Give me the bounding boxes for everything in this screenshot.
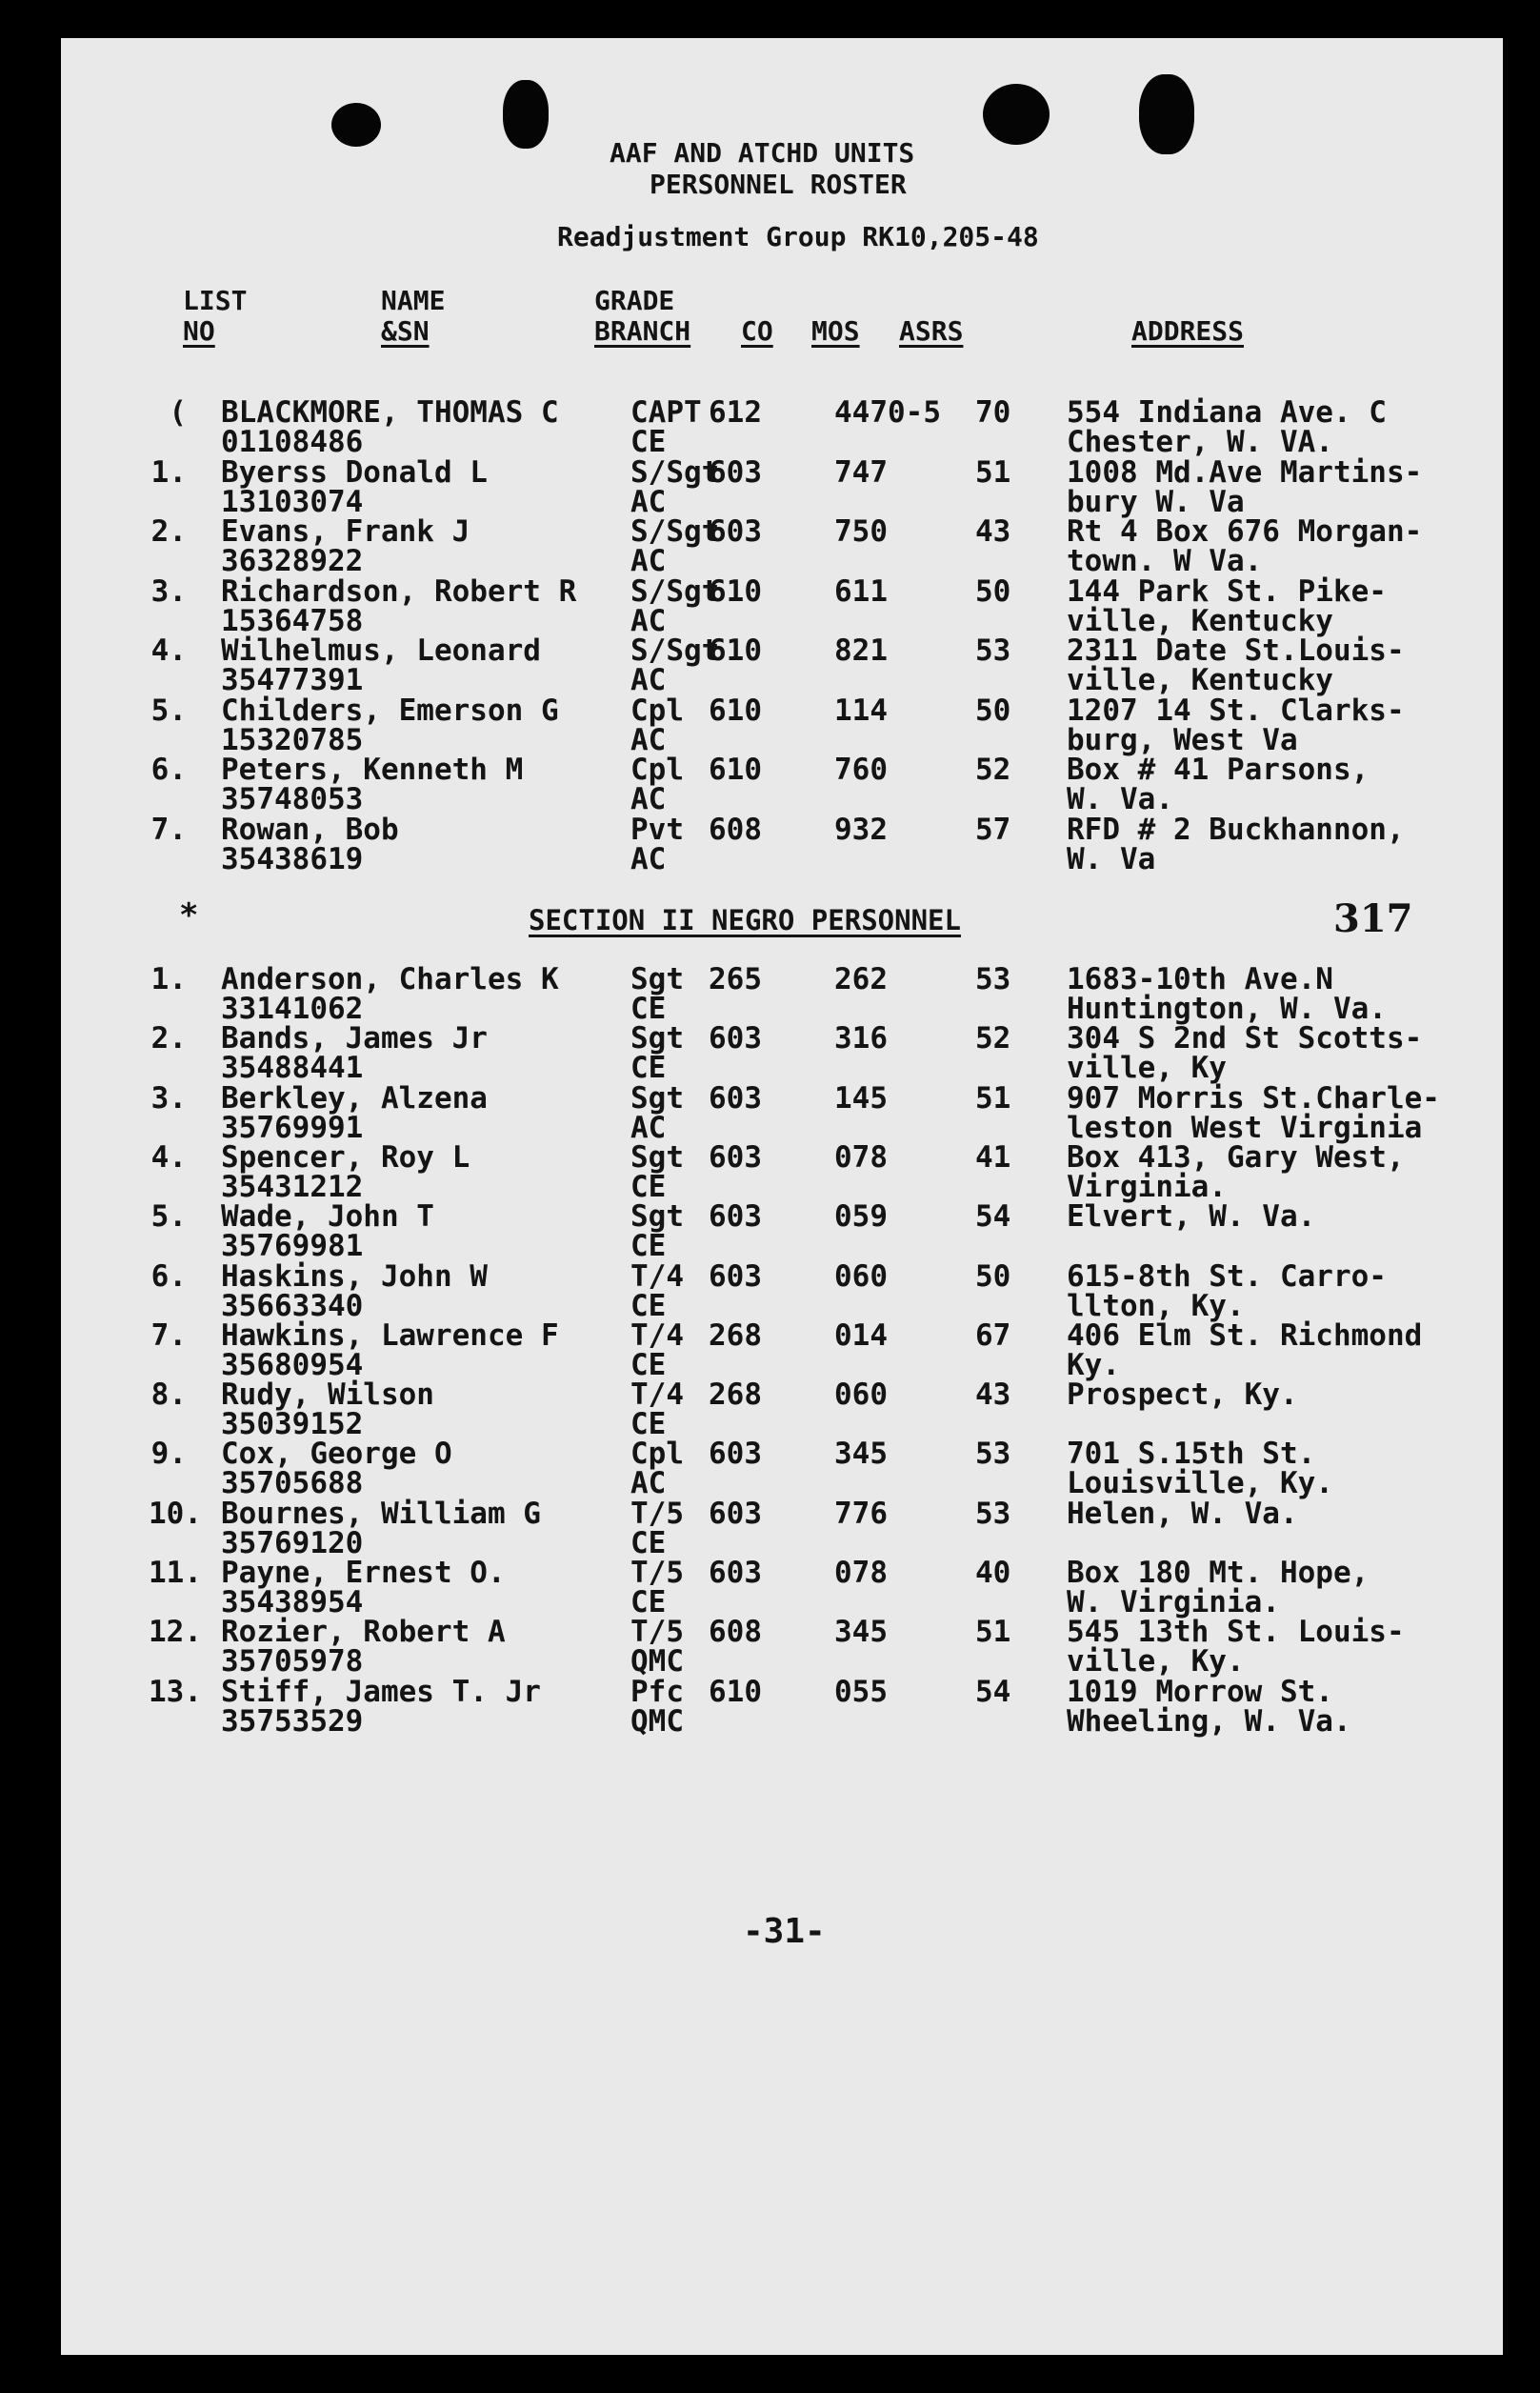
- row-branch: AC: [630, 663, 667, 697]
- row-addr1: 406 Elm St. Richmond: [1067, 1317, 1423, 1353]
- row-co: 265: [709, 962, 762, 996]
- row-co: 603: [709, 454, 762, 490]
- row-name: Payne, Ernest O.: [221, 1556, 506, 1590]
- row-co: 603: [709, 1021, 762, 1056]
- row-sn: 13103074: [221, 484, 364, 519]
- row-addr2: Huntington, W. Va.: [1067, 992, 1387, 1026]
- row-sn: 01108486: [221, 425, 364, 459]
- row-mos: 059: [834, 1199, 888, 1235]
- row-no: 4.: [150, 633, 187, 668]
- row-addr1: 1008 Md.Ave Martins-: [1067, 454, 1423, 490]
- row-asrs: 53: [975, 633, 1011, 668]
- row-asrs: 40: [975, 1556, 1011, 1590]
- row-co: 608: [709, 1615, 762, 1650]
- row-name: Byerss Donald L: [221, 454, 488, 490]
- row-sn: 35705978: [221, 1644, 364, 1679]
- row-grade: Cpl: [630, 1437, 684, 1472]
- row-co: 603: [709, 1258, 762, 1294]
- row-no: 12.: [149, 1615, 202, 1650]
- row-mos: 114: [834, 693, 888, 728]
- row-branch: CE: [630, 1347, 667, 1382]
- row-mos: 4470-5: [834, 395, 941, 430]
- row-addr2: Wheeling, W. Va.: [1067, 1703, 1351, 1739]
- row-co: 603: [709, 514, 762, 549]
- row-co: 603: [709, 1437, 762, 1472]
- col-header-asrs: ASRS: [899, 315, 964, 347]
- row-asrs: 41: [975, 1139, 1011, 1175]
- row-co: 603: [709, 1199, 762, 1235]
- row-co: 610: [709, 633, 762, 668]
- row-sn: 15320785: [221, 722, 364, 757]
- row-addr1: 701 S.15th St.: [1067, 1437, 1316, 1472]
- row-addr2: Louisville, Ky.: [1067, 1466, 1333, 1501]
- row-addr1: 554 Indiana Ave. C: [1067, 395, 1387, 430]
- row-mos: 932: [834, 812, 888, 847]
- row-sn: 35438954: [221, 1585, 364, 1619]
- row-asrs: 51: [975, 1080, 1011, 1116]
- col-header-mos: MOS: [811, 315, 860, 347]
- row-name: Rudy, Wilson: [221, 1377, 434, 1413]
- row-asrs: 52: [975, 1021, 1011, 1056]
- row-name: Richardson, Robert R: [221, 573, 577, 609]
- row-addr1: Box # 41 Parsons,: [1067, 753, 1370, 787]
- row-mos: 611: [834, 573, 888, 609]
- row-addr2: bury W. Va: [1067, 484, 1245, 519]
- row-sn: 35705688: [221, 1466, 364, 1501]
- row-branch: AC: [630, 841, 667, 876]
- row-name: Hawkins, Lawrence F: [221, 1317, 559, 1353]
- row-sn: 35431212: [221, 1169, 364, 1204]
- row-sn: 35769991: [221, 1110, 364, 1145]
- row-co: 612: [709, 395, 762, 430]
- row-no: 8.: [150, 1377, 187, 1413]
- col-header-name-1: NAME: [381, 285, 446, 316]
- row-addr2: leston West Virginia: [1067, 1110, 1423, 1145]
- row-name: BLACKMORE, THOMAS C: [221, 395, 559, 430]
- row-grade: Cpl: [630, 693, 684, 728]
- row-addr2: ville, Kentucky: [1067, 663, 1333, 697]
- row-no: 13.: [149, 1674, 202, 1709]
- section-mark: *: [179, 896, 199, 935]
- row-branch: AC: [630, 1110, 667, 1145]
- row-name: Rozier, Robert A: [221, 1615, 506, 1650]
- row-addr2: ville, Ky: [1067, 1051, 1227, 1086]
- row-grade: T/5: [630, 1615, 684, 1650]
- row-branch: CE: [630, 1169, 667, 1204]
- row-co: 608: [709, 812, 762, 847]
- row-co: 610: [709, 573, 762, 609]
- row-asrs: 51: [975, 1615, 1011, 1650]
- row-branch: QMC: [630, 1644, 684, 1679]
- punch-hole: [983, 84, 1050, 145]
- col-header-name-2: &SN: [381, 315, 430, 347]
- row-mos: 145: [834, 1080, 888, 1116]
- row-sn: 36328922: [221, 544, 364, 578]
- row-grade: T/5: [630, 1556, 684, 1590]
- row-no: 6.: [150, 1258, 187, 1294]
- row-mos: 055: [834, 1674, 888, 1709]
- row-asrs: 43: [975, 1377, 1011, 1413]
- row-sn: 35477391: [221, 663, 364, 697]
- row-asrs: 51: [975, 454, 1011, 490]
- group-line: Readjustment Group RK10,205-48: [557, 221, 1039, 252]
- col-header-list-1: LIST: [183, 285, 248, 316]
- row-addr2: town. W Va.: [1067, 544, 1263, 578]
- row-addr1: Box 180 Mt. Hope,: [1067, 1556, 1370, 1590]
- row-mos: 345: [834, 1615, 888, 1650]
- row-name: Peters, Kenneth M: [221, 753, 524, 787]
- section-heading: SECTION II NEGRO PERSONNEL: [529, 904, 961, 936]
- row-asrs: 53: [975, 962, 1011, 996]
- row-addr1: Elvert, W. Va.: [1067, 1199, 1316, 1235]
- row-asrs: 50: [975, 573, 1011, 609]
- col-header-address: ADDRESS: [1131, 315, 1245, 347]
- row-addr1: Rt 4 Box 676 Morgan-: [1067, 514, 1423, 549]
- row-mos: 776: [834, 1496, 888, 1531]
- row-no: 1.: [150, 454, 187, 490]
- row-asrs: 43: [975, 514, 1011, 549]
- row-addr2: W. Va: [1067, 841, 1156, 876]
- col-header-list-2: NO: [183, 315, 215, 347]
- col-header-branch: BRANCH: [594, 315, 691, 347]
- row-name: Bands, James Jr: [221, 1021, 488, 1056]
- row-no: 7.: [150, 1317, 187, 1353]
- row-no: 3.: [150, 1080, 187, 1116]
- row-asrs: 54: [975, 1199, 1011, 1235]
- row-no: 3.: [150, 573, 187, 609]
- punch-hole: [503, 80, 549, 149]
- row-no: (: [169, 395, 187, 430]
- row-asrs: 57: [975, 812, 1011, 847]
- row-addr2: Chester, W. VA.: [1067, 425, 1333, 459]
- row-branch: CE: [630, 1288, 667, 1323]
- row-no: 4.: [150, 1139, 187, 1175]
- row-no: 6.: [150, 753, 187, 787]
- row-name: Evans, Frank J: [221, 514, 470, 549]
- row-addr2: ville, Kentucky: [1067, 603, 1333, 638]
- row-branch: CE: [630, 1525, 667, 1560]
- row-grade: T/5: [630, 1496, 684, 1531]
- row-grade: Cpl: [630, 753, 684, 787]
- row-co: 603: [709, 1556, 762, 1590]
- row-mos: 060: [834, 1377, 888, 1413]
- row-sn: 33141062: [221, 992, 364, 1026]
- row-addr1: Prospect, Ky.: [1067, 1377, 1298, 1413]
- row-branch: CE: [630, 1229, 667, 1264]
- row-grade: Pvt: [630, 812, 684, 847]
- row-sn: 35663340: [221, 1288, 364, 1323]
- row-sn: 35769981: [221, 1229, 364, 1264]
- row-name: Berkley, Alzena: [221, 1080, 488, 1116]
- row-addr2: ville, Ky.: [1067, 1644, 1245, 1679]
- row-addr1: 1019 Morrow St.: [1067, 1674, 1333, 1709]
- row-mos: 078: [834, 1556, 888, 1590]
- row-addr2: W. Va.: [1067, 782, 1173, 816]
- row-name: Stiff, James T. Jr: [221, 1674, 541, 1709]
- row-branch: CE: [630, 1585, 667, 1619]
- row-co: 610: [709, 1674, 762, 1709]
- row-addr2: burg, West Va: [1067, 722, 1298, 757]
- row-grade: Sgt: [630, 1021, 684, 1056]
- row-sn: 35488441: [221, 1051, 364, 1086]
- row-mos: 014: [834, 1317, 888, 1353]
- row-mos: 750: [834, 514, 888, 549]
- row-no: 2.: [150, 1021, 187, 1056]
- row-sn: 35769120: [221, 1525, 364, 1560]
- row-co: 268: [709, 1317, 762, 1353]
- punch-hole: [1139, 74, 1194, 154]
- row-addr1: RFD # 2 Buckhannon,: [1067, 812, 1405, 847]
- row-addr2: Ky.: [1067, 1347, 1120, 1382]
- row-name: Childers, Emerson G: [221, 693, 559, 728]
- row-sn: 35438619: [221, 841, 364, 876]
- row-asrs: 53: [975, 1496, 1011, 1531]
- row-branch: CE: [630, 992, 667, 1026]
- row-grade: T/4: [630, 1317, 684, 1353]
- row-addr1: 144 Park St. Pike-: [1067, 573, 1387, 609]
- row-asrs: 50: [975, 1258, 1011, 1294]
- row-addr1: 907 Morris St.Charle-: [1067, 1080, 1440, 1116]
- row-addr1: 615-8th St. Carro-: [1067, 1258, 1387, 1294]
- row-mos: 262: [834, 962, 888, 996]
- row-co: 610: [709, 753, 762, 787]
- row-co: 268: [709, 1377, 762, 1413]
- row-no: 2.: [150, 514, 187, 549]
- row-branch: AC: [630, 782, 667, 816]
- row-sn: 35753529: [221, 1703, 364, 1739]
- row-grade: Sgt: [630, 1199, 684, 1235]
- row-name: Spencer, Roy L: [221, 1139, 470, 1175]
- row-branch: CE: [630, 425, 667, 459]
- row-branch: AC: [630, 603, 667, 638]
- row-mos: 747: [834, 454, 888, 490]
- punch-hole: [331, 103, 381, 147]
- row-grade: Sgt: [630, 1139, 684, 1175]
- row-name: Anderson, Charles K: [221, 962, 559, 996]
- row-grade: S/Sgt: [630, 514, 720, 549]
- row-no: 7.: [150, 812, 187, 847]
- row-no: 5.: [150, 693, 187, 728]
- row-addr1: 2311 Date St.Louis-: [1067, 633, 1405, 668]
- row-sn: 35680954: [221, 1347, 364, 1382]
- row-branch: AC: [630, 722, 667, 757]
- row-name: Cox, George O: [221, 1437, 452, 1472]
- row-addr1: Box 413, Gary West,: [1067, 1139, 1405, 1175]
- row-co: 603: [709, 1139, 762, 1175]
- col-header-co: CO: [741, 315, 773, 347]
- row-no: 1.: [150, 962, 187, 996]
- row-mos: 760: [834, 753, 888, 787]
- row-name: Haskins, John W: [221, 1258, 488, 1294]
- row-name: Wilhelmus, Leonard: [221, 633, 541, 668]
- row-no: 9.: [150, 1437, 187, 1472]
- row-no: 10.: [149, 1496, 202, 1531]
- row-mos: 078: [834, 1139, 888, 1175]
- row-mos: 345: [834, 1437, 888, 1472]
- row-asrs: 52: [975, 753, 1011, 787]
- row-branch: AC: [630, 1466, 667, 1501]
- row-branch: AC: [630, 544, 667, 578]
- row-mos: 821: [834, 633, 888, 668]
- row-addr1: Helen, W. Va.: [1067, 1496, 1298, 1531]
- row-sn: 35748053: [221, 782, 364, 816]
- col-header-grade: GRADE: [594, 285, 675, 316]
- row-addr1: 1683-10th Ave.N: [1067, 962, 1333, 996]
- row-branch: CE: [630, 1051, 667, 1086]
- row-addr1: 545 13th St. Louis-: [1067, 1615, 1405, 1650]
- row-mos: 060: [834, 1258, 888, 1294]
- row-grade: Sgt: [630, 1080, 684, 1116]
- row-addr2: Virginia.: [1067, 1169, 1227, 1204]
- row-grade: S/Sgt: [630, 454, 720, 490]
- row-grade: S/Sgt: [630, 633, 720, 668]
- page-number: -31-: [743, 1912, 826, 1951]
- stamp-number: 317: [1333, 896, 1413, 941]
- row-addr1: 1207 14 St. Clarks-: [1067, 693, 1405, 728]
- row-no: 5.: [150, 1199, 187, 1235]
- row-co: 603: [709, 1496, 762, 1531]
- row-asrs: 53: [975, 1437, 1011, 1472]
- row-sn: 35039152: [221, 1407, 364, 1442]
- row-co: 610: [709, 693, 762, 728]
- row-grade: Sgt: [630, 962, 684, 996]
- row-grade: CAPT: [630, 395, 702, 430]
- row-branch: CE: [630, 1407, 667, 1442]
- row-addr1: 304 S 2nd St Scotts-: [1067, 1021, 1423, 1056]
- row-asrs: 70: [975, 395, 1011, 430]
- row-name: Wade, John T: [221, 1199, 434, 1235]
- row-grade: T/4: [630, 1377, 684, 1413]
- row-grade: Pfc: [630, 1674, 684, 1709]
- row-addr2: W. Virginia.: [1067, 1585, 1280, 1619]
- title-line-2: PERSONNEL ROSTER: [650, 169, 907, 200]
- row-no: 11.: [149, 1556, 202, 1590]
- row-asrs: 50: [975, 693, 1011, 728]
- row-name: Rowan, Bob: [221, 812, 399, 847]
- row-asrs: 67: [975, 1317, 1011, 1353]
- row-addr2: llton, Ky.: [1067, 1288, 1245, 1323]
- row-grade: S/Sgt: [630, 573, 720, 609]
- row-mos: 316: [834, 1021, 888, 1056]
- row-sn: 15364758: [221, 603, 364, 638]
- row-asrs: 54: [975, 1674, 1011, 1709]
- row-grade: T/4: [630, 1258, 684, 1294]
- row-name: Bournes, William G: [221, 1496, 541, 1531]
- row-branch: QMC: [630, 1703, 684, 1739]
- row-co: 603: [709, 1080, 762, 1116]
- title-line-1: AAF AND ATCHD UNITS: [610, 137, 915, 169]
- row-branch: AC: [630, 484, 667, 519]
